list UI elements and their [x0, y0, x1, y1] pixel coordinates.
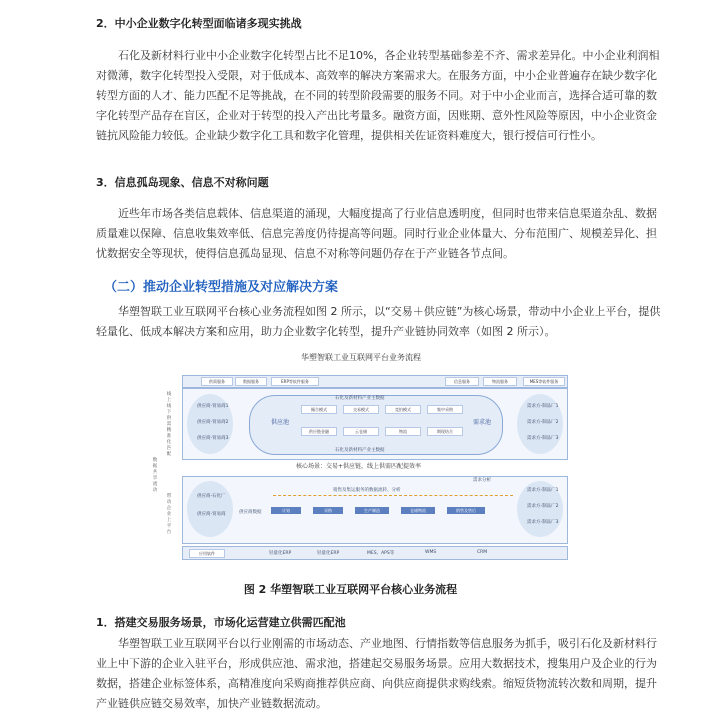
supplier-label: 供应商-贸易商2	[197, 420, 229, 425]
app-item: WMS	[425, 550, 437, 555]
mode-chip: 物流	[385, 427, 421, 436]
flow-step: 销售及售后	[447, 507, 485, 514]
services-bar	[182, 375, 568, 388]
lower-section	[182, 476, 568, 544]
lower-note: 销售及集运服务的数据流转、分析	[333, 488, 401, 493]
mode-chip: 撮合模式	[301, 405, 337, 414]
section-2-body: 石化及新材料行业中小企业数字化转型占比不足10%，各企业转型基础参差不齐、需求差异化。中小企业利润相对微薄，数字化转型投入受限，对于低成本、高效率的解决方案需求大。在服务方面，中小企业普遍存在缺少数字化转型方面的人才、能力匹配不足等挑战，在不同的转型阶段需要的服务不同。对于中小企业而言，选择合适可靠的数字化转型产品存在盲区，企业对于转型的投入产出比考量多。融资方面，因账期、意外性风险等原因，中小企业资金链抗风险能力较低。企业缺少数字化工具和数字化管理，提供相关佐证资料难度大，银行授信可行性小。	[96, 49, 660, 142]
mode-chip: 交易模式	[343, 405, 379, 414]
section-3-heading: 3．信息孤岛现象、信息不对称问题	[96, 176, 269, 189]
mode-chip: 供应链金融	[301, 427, 337, 436]
supplier-label: 供应商-贸易商3	[197, 436, 229, 441]
lower-left-label: 带动企业上平台	[166, 494, 172, 535]
mode-chip: 竞拍模式	[385, 405, 421, 414]
lower-demander-label: 需求方-制品厂2	[527, 504, 559, 509]
business-flow-diagram	[146, 353, 576, 572]
flow-step: 生产制造	[355, 507, 389, 514]
lower-supplier-label: 供应商-贸易商	[197, 512, 226, 517]
upper-footer: 石化及新材料产业主数据	[335, 448, 385, 453]
mid-left-label: 数据共享流动	[152, 458, 158, 493]
demander-label: 需求方-制品厂1	[527, 404, 559, 409]
lower-note-2: 需求分析	[473, 478, 491, 483]
mode-chip: 云仓储	[343, 427, 379, 436]
flow-step: 采购	[313, 507, 343, 514]
service-chip: 数据服务	[235, 377, 267, 386]
lower-demander-label: 需求方-制品厂3	[527, 520, 559, 525]
app-item: 轻量化ERP	[269, 551, 292, 556]
lower-supplier-cloud	[187, 481, 233, 537]
demand-pool: 需求池	[473, 419, 492, 426]
section-b1-body: 华塑智联工业互联网平台以行业刚需的市场动态、产业地图、行情指数等信息服务为抓手，吸引石化及新材料行业上中下游的企业入驻平台，形成供应池、需求池，搭建起交易服务场景。应用大数据技术，搜集用户及企业的行为数据，搭建企业标签体系，高精准度向采购商推荐供应商、向供应商提供求购线索。缩短货物流转次数和周期，提升产业链供应链交易效率，加快产业链数据流动。	[96, 637, 657, 710]
lower-demander-label: 需求方-制品厂1	[527, 488, 559, 493]
section-b1-heading: 1．搭建交易服务场景，市场化运营建立供需匹配池	[96, 616, 346, 629]
upper-header: 石化及新材料产业主数据	[335, 396, 385, 401]
supply-pool: 供应池	[271, 419, 290, 426]
section-2-heading: 2．中小企业数字化转型面临诸多现实挑战	[96, 17, 302, 30]
upper-left-label: 线上线下供需精准化匹配	[166, 392, 172, 457]
figure-caption: 图 2 华塑智联工业互联网平台核心业务流程	[243, 583, 458, 596]
app-item: 轻量化ERP	[317, 551, 340, 556]
mode-chip: 期现结合	[427, 427, 463, 436]
apps-bar	[182, 546, 568, 560]
flow-step: 计划	[271, 507, 301, 514]
subsection-heading: （二）推动企业转型措施及对应解决方案	[104, 280, 339, 295]
service-chip: ERP等软件服务	[271, 377, 319, 386]
flow-start: 供应商数据	[239, 510, 262, 515]
demander-label: 需求方-制品厂2	[527, 420, 559, 425]
app-item: MES、APS等	[367, 551, 395, 556]
data-flow-line	[273, 495, 513, 504]
mode-chip: 集中采购	[427, 405, 463, 414]
apps-label: 应用软件	[189, 549, 225, 558]
supplier-label: 供应商-贸易商1	[197, 404, 229, 409]
app-item: CRM	[477, 550, 488, 555]
subsection-body: 华塑智联工业互联网平台核心业务流程如图 2 所示，以“交易＋供应链”为核心场景，带动中小企业上平台，提供轻量化、低成本解决方案和应用，助力企业数字化转型，提升产业链协同效率（如图 2 所示）。	[96, 305, 661, 338]
service-chip: 信息服务	[445, 377, 479, 386]
upper-section	[182, 388, 568, 460]
section-3-body: 近些年市场各类信息载体、信息渠道的涌现，大幅度提高了行业信息透明度，但同时也带来信息渠道杂乱、数据质量难以保障、信息收集效率低、信息完善度仍待提高等问题。同时行业企业体量大、分布范围广、规模差异化、担忧数据安全等现状，使得信息孤岛显现、信息不对称等问题仍存在于产业链各节点间。	[96, 207, 657, 260]
service-chip: 物流服务	[483, 377, 517, 386]
core-scene-label: 核心场景：交易+供应链，线上供需匹配提效率	[296, 463, 422, 470]
lower-supplier-label: 供应商-石化厂	[197, 494, 226, 499]
service-chip: 供需服务	[201, 377, 233, 386]
service-chip: MES等软件服务	[523, 377, 565, 386]
diagram-title: 华塑智联工业互联网平台业务流程	[301, 353, 421, 362]
flow-step: 仓储物流	[401, 507, 435, 514]
demander-label: 需求方-制品厂3	[527, 436, 559, 441]
